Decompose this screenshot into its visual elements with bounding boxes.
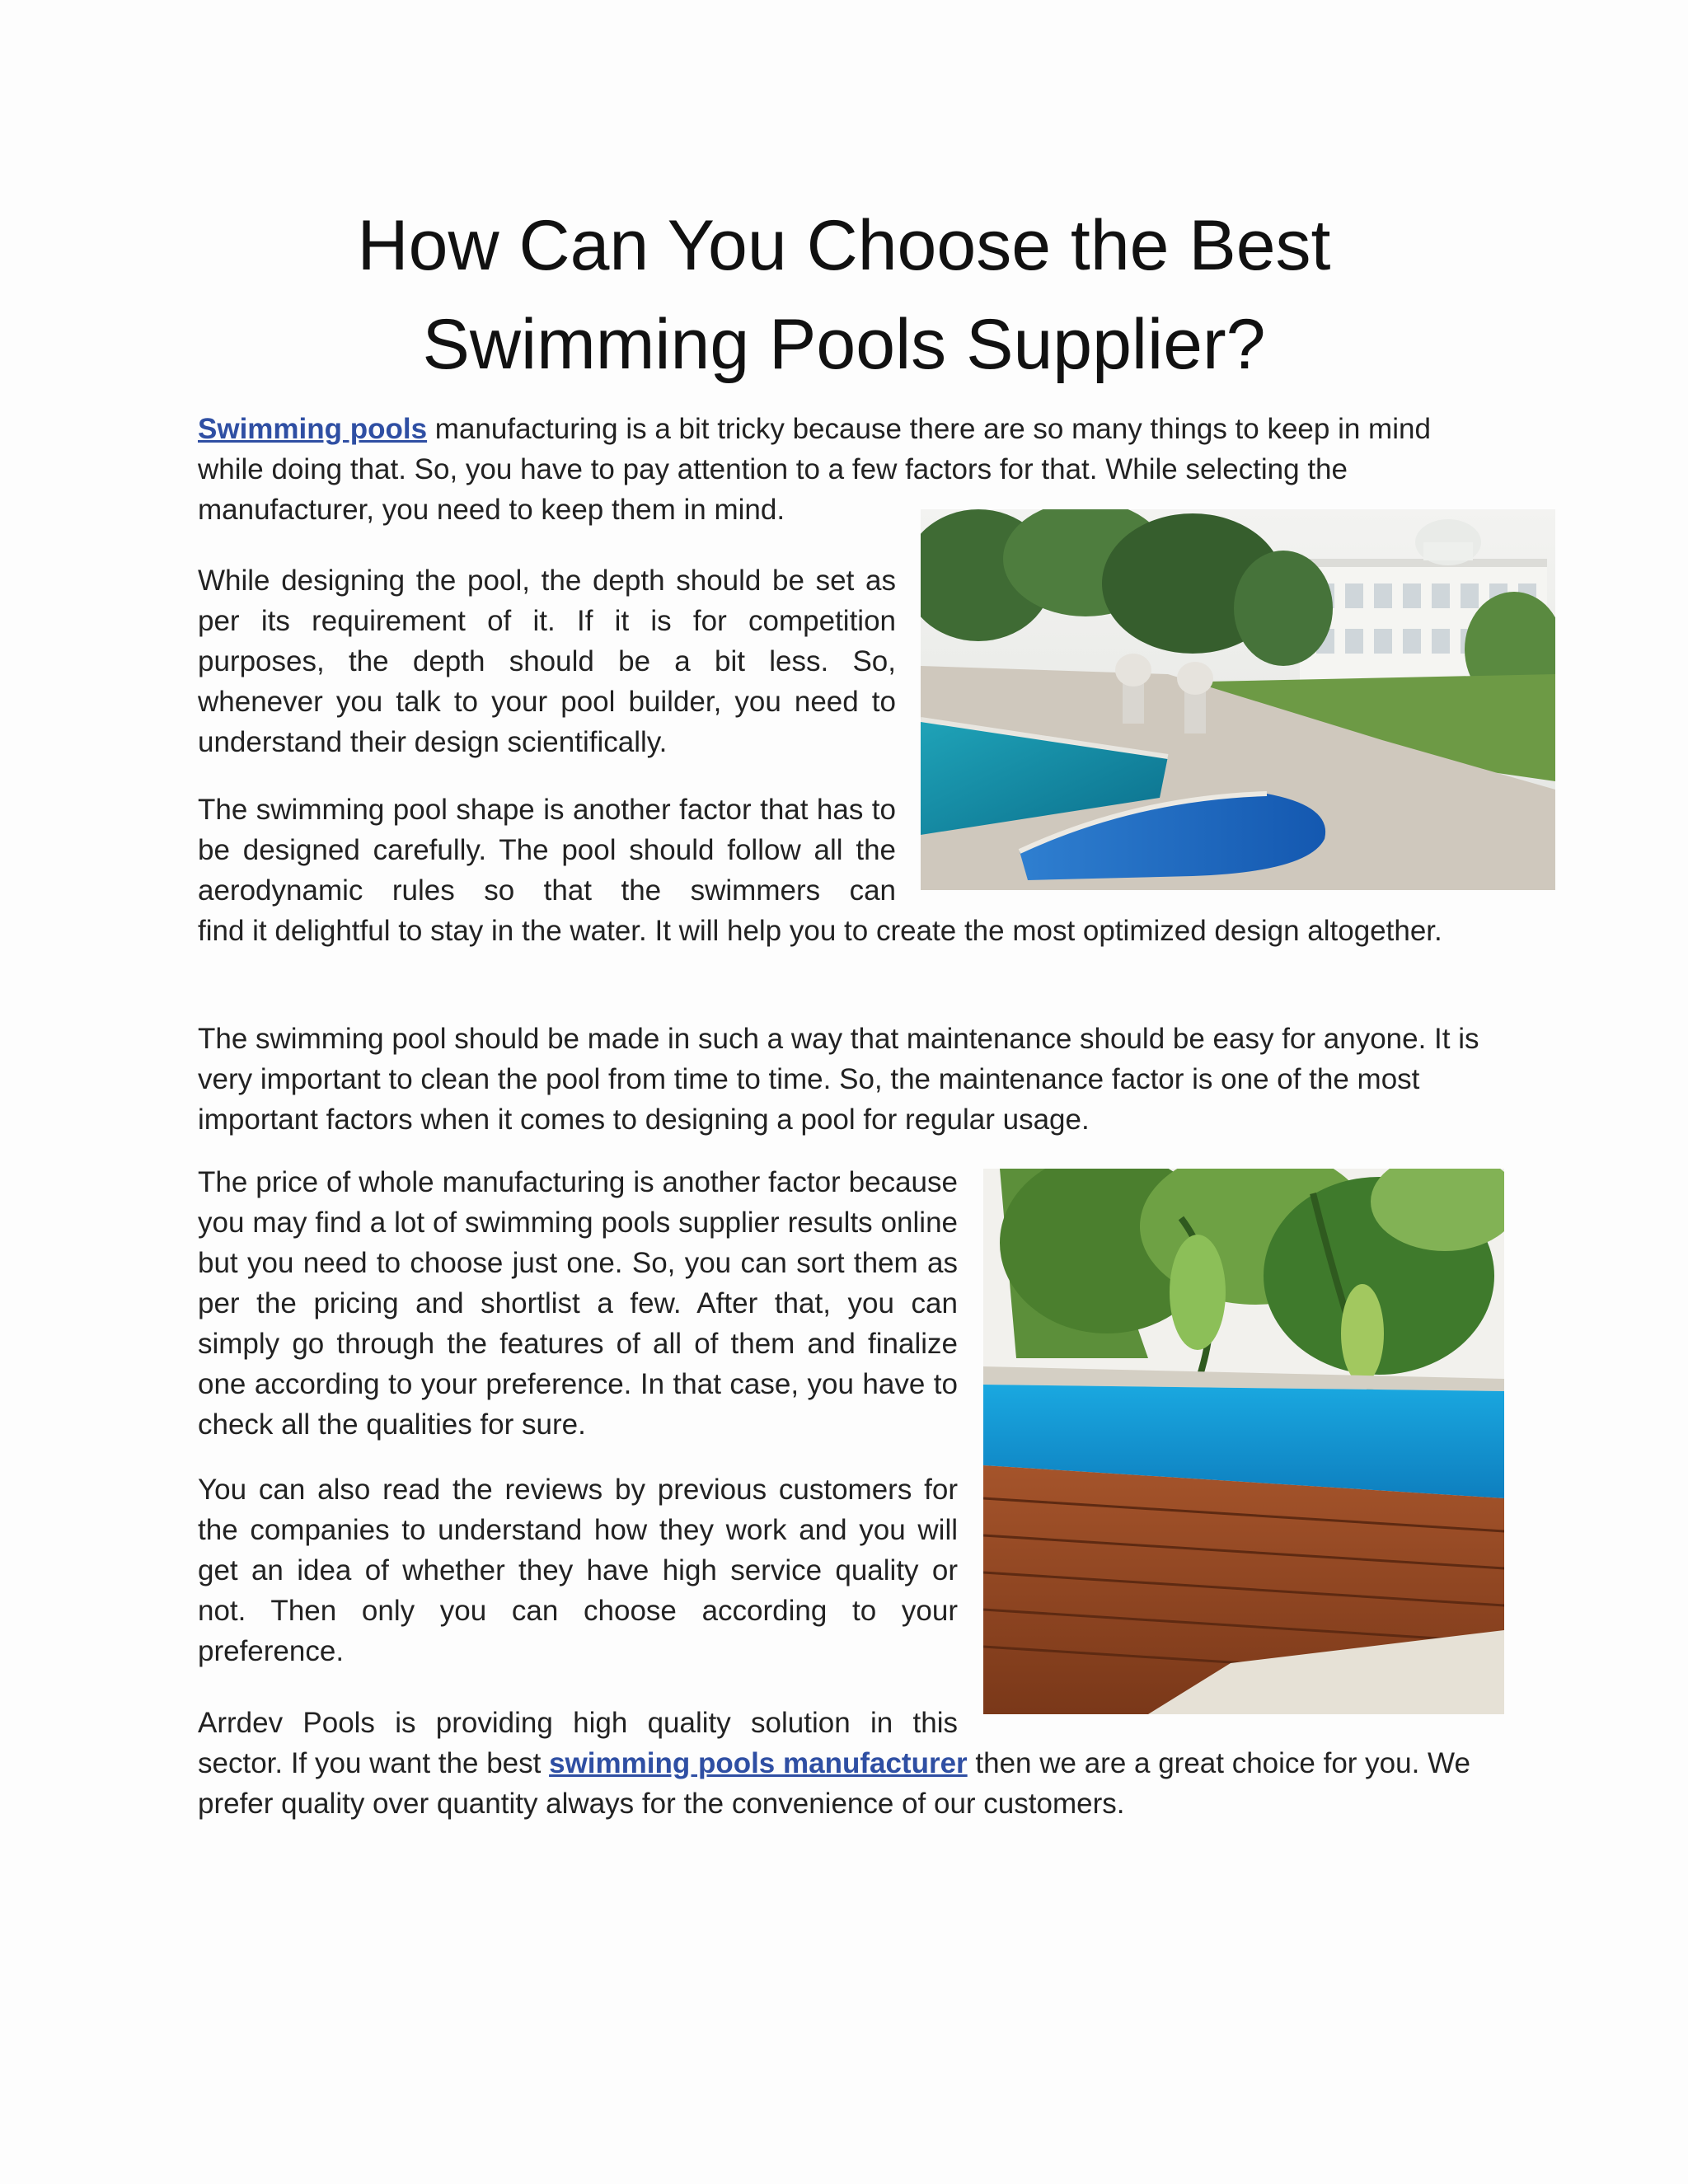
pool-mansion-image — [921, 509, 1555, 890]
intro-text: manufacturing is a bit tricky because there are so many things to keep in mind while doing that. So, you have to pay attention to a few factors for that. While selecting the manufacturer, you need to keep them in mind. — [198, 413, 1431, 526]
title-line-1: How Can You Choose the Best — [357, 206, 1331, 285]
paragraph-closing-wrapped: Arrdev Pools is providing high quality solution in this — [198, 1707, 958, 1739]
paragraph-shape-continued: find it delightful to stay in the water. It will help you to create the most optimized design altogether. — [198, 915, 1442, 947]
paragraph-closing — [198, 1743, 1492, 1824]
swimming-pools-manufacturer-link[interactable]: swimming pools manufacturer — [549, 1747, 968, 1779]
closing-text-before-link: sector. If you want the best — [198, 1747, 550, 1779]
paragraph-price: The price of whole manufacturing is another factor because you may find a lot of swimming pools supplier results online but you need to choose just one. So, you can sort them as per the pricing and shortlist a few. After that, you can simply go through the features of all of them and finalize one according to your preference. In that case, you have to check all the qualities for sure. — [198, 1166, 958, 1441]
pool-wooden-image — [983, 1169, 1504, 1714]
paragraph-reviews: You can also read the reviews by previous customers for the companies to understand how they work and you will get an idea of whether they have high service quality or not. Then only you can choose according to your preference. — [198, 1474, 958, 1667]
title-line-2: Swimming Pools Supplier? — [422, 305, 1266, 384]
swimming-pools-link[interactable]: Swimming pools — [198, 413, 428, 445]
paragraph-depth: While designing the pool, the depth should be set as per its requirement of it. If it is for competition purposes, the depth should be a bit less. So, whenever you talk to your pool builder, you need to understand their design scientifically. — [198, 565, 896, 758]
closing-text-after-link: then we are a great choice for you. We prefer quality over quantity always for the convenience of our customers. — [198, 1747, 1470, 1820]
paragraph-maintenance: The swimming pool should be made in such a way that maintenance should be easy for anyone. It is very important to clean the pool from time to time. So, the maintenance factor is one of the most important factors when it comes to designing a pool for regular usage. — [198, 1023, 1479, 1136]
page-title — [198, 196, 1490, 394]
paragraph-shape-wrapped: The swimming pool shape is another factor that has to be designed carefully. The pool should follow all the aerodynamic rules so that the swimmers can — [198, 794, 896, 907]
